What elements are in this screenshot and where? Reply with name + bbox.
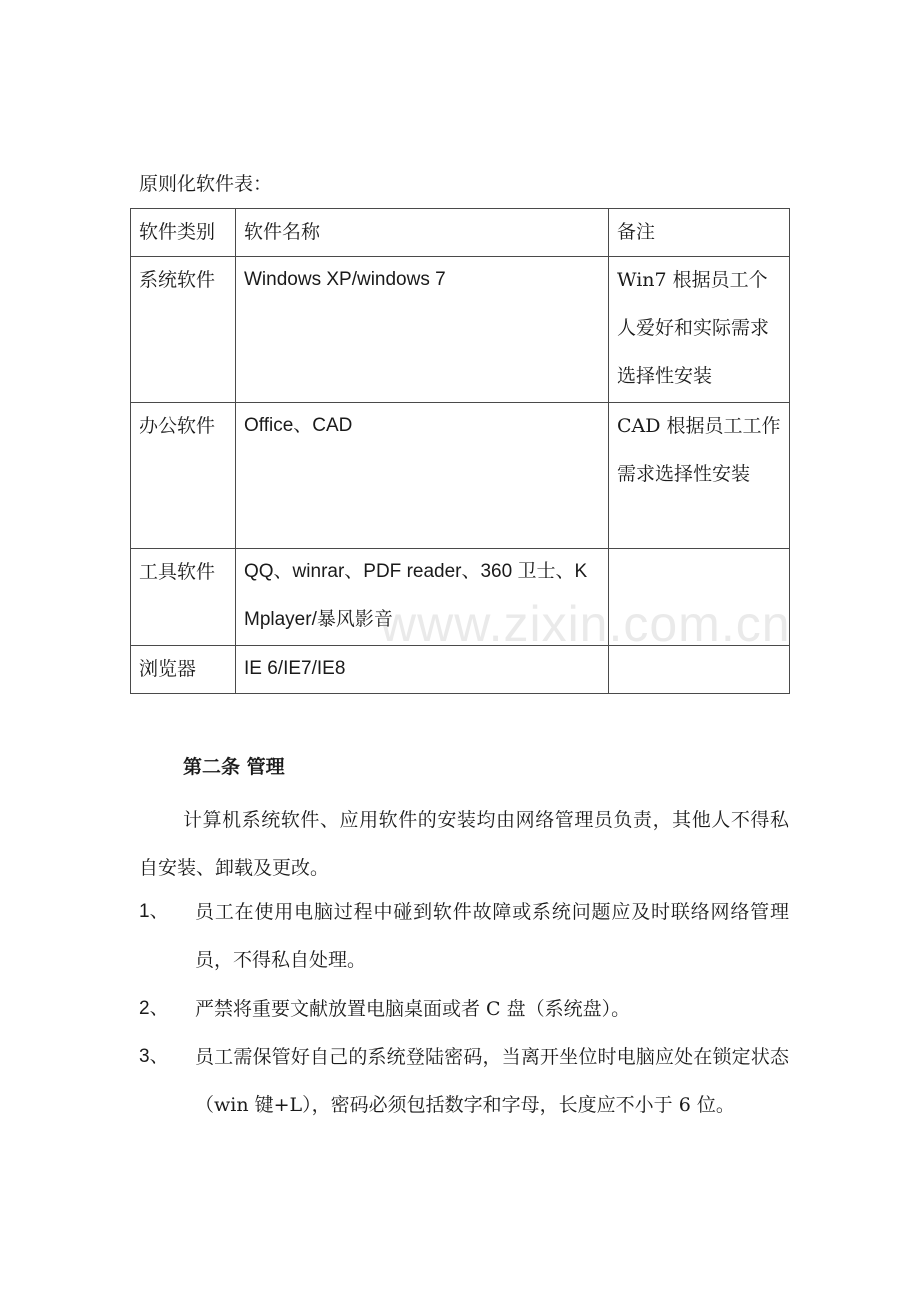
list-item-text: 员工在使用电脑过程中碰到软件故障或系统问题应及时联络网络管理员，不得私自处理。 <box>195 901 789 971</box>
table-header-row <box>131 209 790 257</box>
list-item <box>139 888 789 984</box>
row-note: Win7 根据员工个人爱好和实际需求选择性安装 <box>609 257 790 403</box>
row-software-name: QQ、winrar、PDF reader、360 卫士、KMplayer/暴风影音 <box>236 549 609 646</box>
row-note <box>609 549 790 646</box>
row-category: 办公软件 <box>131 403 236 549</box>
list-item-text: 员工需保管好自己的系统登陆密码，当离开坐位时电脑应处在锁定状态（win 键+L），密码必须包括数字和字母，长度应不小于 6 位。 <box>195 1046 789 1116</box>
table-row <box>131 646 790 694</box>
table-row <box>131 257 790 403</box>
article-body: 计算机系统软件、应用软件的安装均由网络管理员负责，其他人不得私自安装、卸载及更改。 <box>139 809 789 879</box>
header-note: 备注 <box>609 209 790 257</box>
row-software-name: Windows XP/windows 7 <box>236 257 609 403</box>
list-item <box>139 985 789 1033</box>
row-category: 工具软件 <box>131 549 236 646</box>
software-standard-table <box>130 208 790 694</box>
article-title: 第二条 管理 <box>183 756 285 778</box>
watermark: www.zixin.com.cn <box>380 596 791 652</box>
list-item-text: 严禁将重要文献放置电脑桌面或者 C 盘（系统盘）。 <box>195 998 631 1020</box>
list-item-number: 2、 <box>139 998 169 1019</box>
list-item <box>139 1033 789 1129</box>
table-row <box>131 549 790 646</box>
list-item-number: 3、 <box>139 1046 169 1067</box>
header-category: 软件类别 <box>131 209 236 257</box>
row-software-name: IE 6/IE7/IE8 <box>236 646 609 694</box>
row-software-name: Office、CAD <box>236 403 609 549</box>
row-note: CAD 根据员工工作需求选择性安装 <box>609 403 790 549</box>
row-note <box>609 646 790 694</box>
header-name: 软件名称 <box>236 209 609 257</box>
row-category: 浏览器 <box>131 646 236 694</box>
table-caption: 原则化软件表： <box>139 173 273 195</box>
row-category: 系统软件 <box>131 257 236 403</box>
list-item-number: 1、 <box>139 901 169 922</box>
table-row <box>131 403 790 549</box>
